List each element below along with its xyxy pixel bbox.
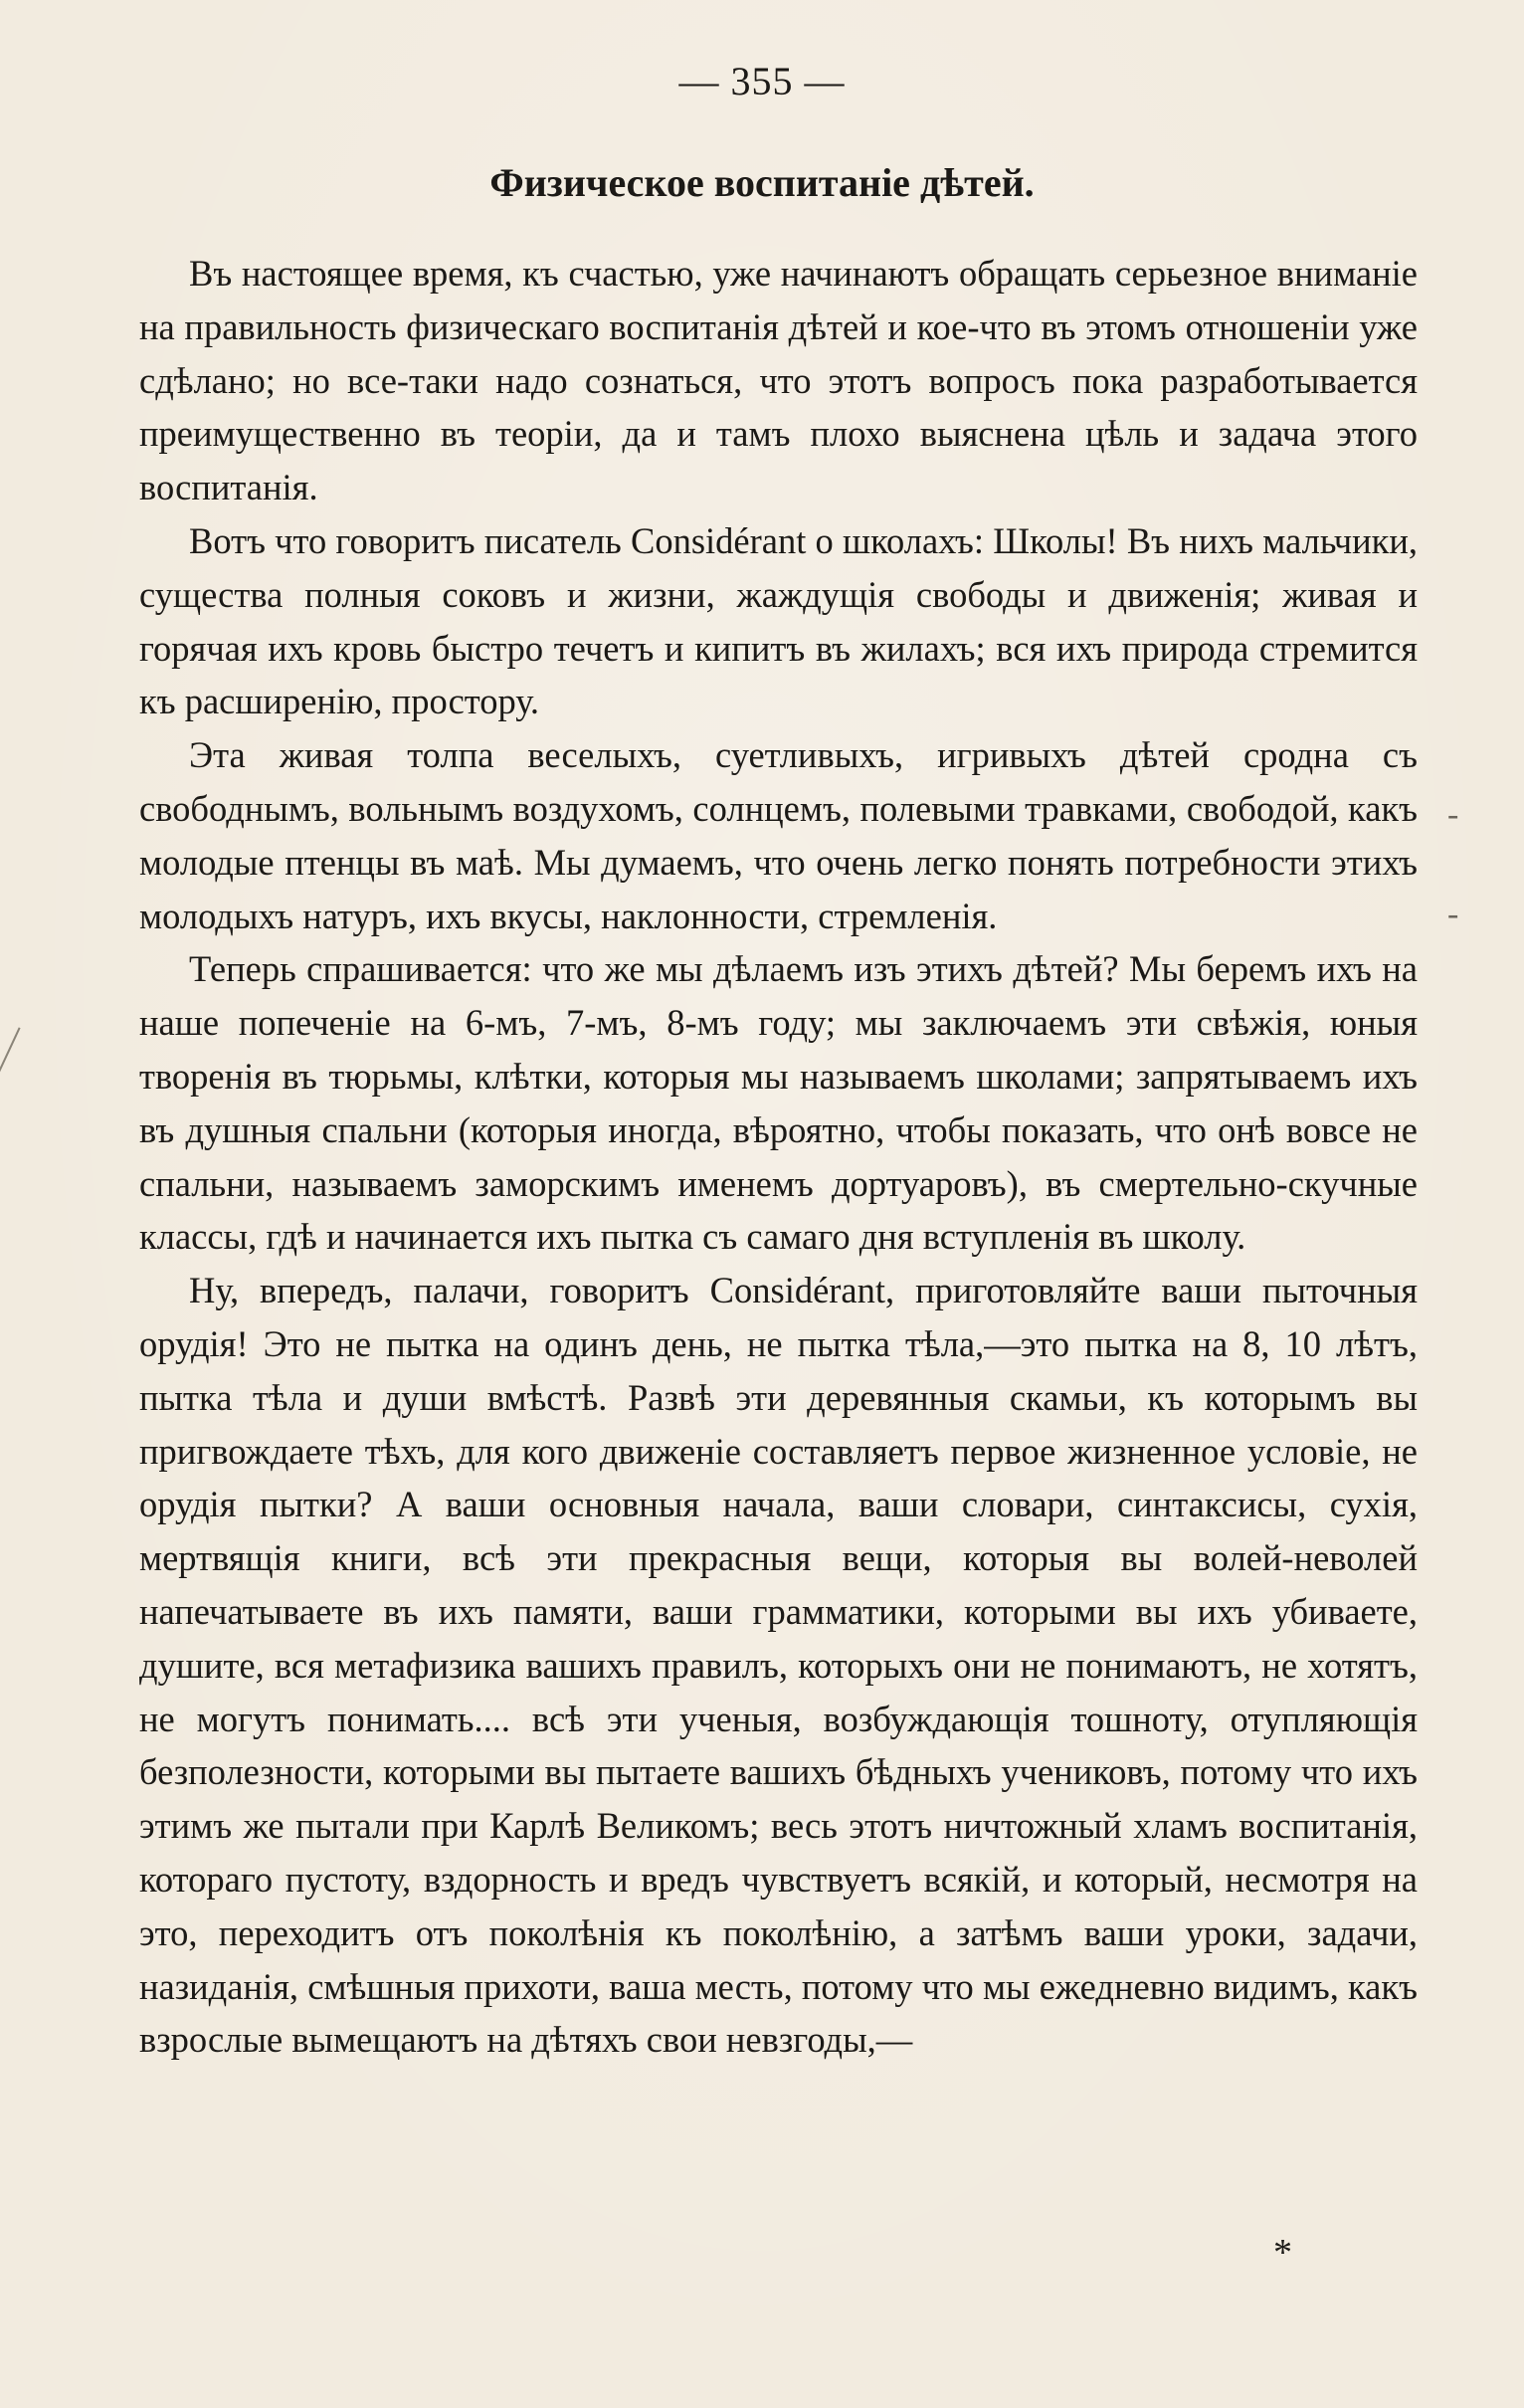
paragraph-4: Теперь спрашивается: что же мы дѣлаемъ изъ этихъ дѣтей? Мы беремъ ихъ на наше попеченіе на 6-мъ, 7-мъ, 8-мъ году; мы заключаемъ эти свѣжія, юныя творенія въ тюрьмы, клѣтки, которыя мы называемъ школами; запрятываемъ ихъ въ душныя спальни (которыя иногда, вѣроятно, чтобы показать, что онѣ вовсе не спальни, называемъ заморскимъ именемъ дортуаровъ), въ смертельно-скучные классы, гдѣ и начинается ихъ пытка съ самаго дня вступленія въ школу. (139, 948, 1418, 1258)
margin-mark: - (1447, 896, 1459, 932)
paragraph-1: Въ настоящее время, къ счастью, уже начинаютъ обращать серьезное вниманіе на правильность физическаго воспитанія дѣтей и кое-что въ этомъ отношеніи уже сдѣлано; но все-таки надо сознаться, что этотъ вопросъ пока разработывается преимущественно въ теоріи, да и тамъ плохо выяснена цѣль и задача этого воспитанія. (139, 253, 1418, 508)
article-body (139, 247, 1418, 2067)
paragraph-2: Вотъ что говоритъ писатель Considérant о школахъ: Школы! Въ нихъ мальчики, существа полныя соковъ и жизни, жаждущія свободы и движенія; живая и горячая ихъ кровь быстро течетъ и кипитъ въ жилахъ; вся ихъ природа стремится къ расширенію, простору. (139, 519, 1418, 722)
margin-stroke (0, 1027, 21, 1082)
page-number: — 355 — (678, 59, 846, 103)
footer-asterisk: * (1273, 2232, 1292, 2274)
paragraph-5: Ну, впередъ, палачи, говоритъ Considérant, приготовляйте ваши пыточныя орудія! Это не пытка на одинъ день, не пытка тѣла,—это пытка на 8, 10 лѣтъ, пытка тѣла и души вмѣстѣ. Развѣ эти деревянныя скамьи, къ которымъ вы пригвождаете тѣхъ, для кого движеніе составляетъ первое жизненное условіе, не орудія пытки? А ваши основныя начала, ваши словари, синтаксисы, сухія, мертвящія книги, всѣ эти прекрасныя вещи, которыя вы волей-неволей напечатываете въ ихъ памяти, ваши грамматики, которыми вы ихъ убиваете, душите, вся метафизика вашихъ правилъ, которыхъ они не понимаютъ, не хотятъ, не могутъ понимать.... всѣ эти ученыя, возбуждающія тошноту, отупляющія безполезности, которыми вы пытаете вашихъ бѣдныхъ учениковъ, потому что ихъ этимъ же пытали при Карлѣ Великомъ; весь этотъ ничтожный хламъ воспитанія, котораго пустоту, вздорность и вредъ чувствуетъ всякій, и который, несмотря на это, переходитъ отъ поколѣнія къ поколѣнію, а затѣмъ ваши уроки, задачи, назиданія, смѣшныя прихоти, ваша месть, потому что мы ежедневно видимъ, какъ взрослые вымещаютъ на дѣтяхъ свои невзгоды,— (139, 1270, 1418, 2061)
article-title: Физическое воспитаніе дѣтей. (489, 160, 1035, 205)
paragraph-3: Эта живая толпа веселыхъ, суетливыхъ, игривыхъ дѣтей сродна съ свободнымъ, вольнымъ воздухомъ, солнцемъ, полевыми травками, свободой, какъ молодые птенцы въ маѣ. Мы думаемъ, что очень легко понять потребности этихъ молодыхъ натуръ, ихъ вкусы, наклонности, стремленія. (139, 734, 1418, 936)
margin-mark: - (1447, 796, 1459, 833)
